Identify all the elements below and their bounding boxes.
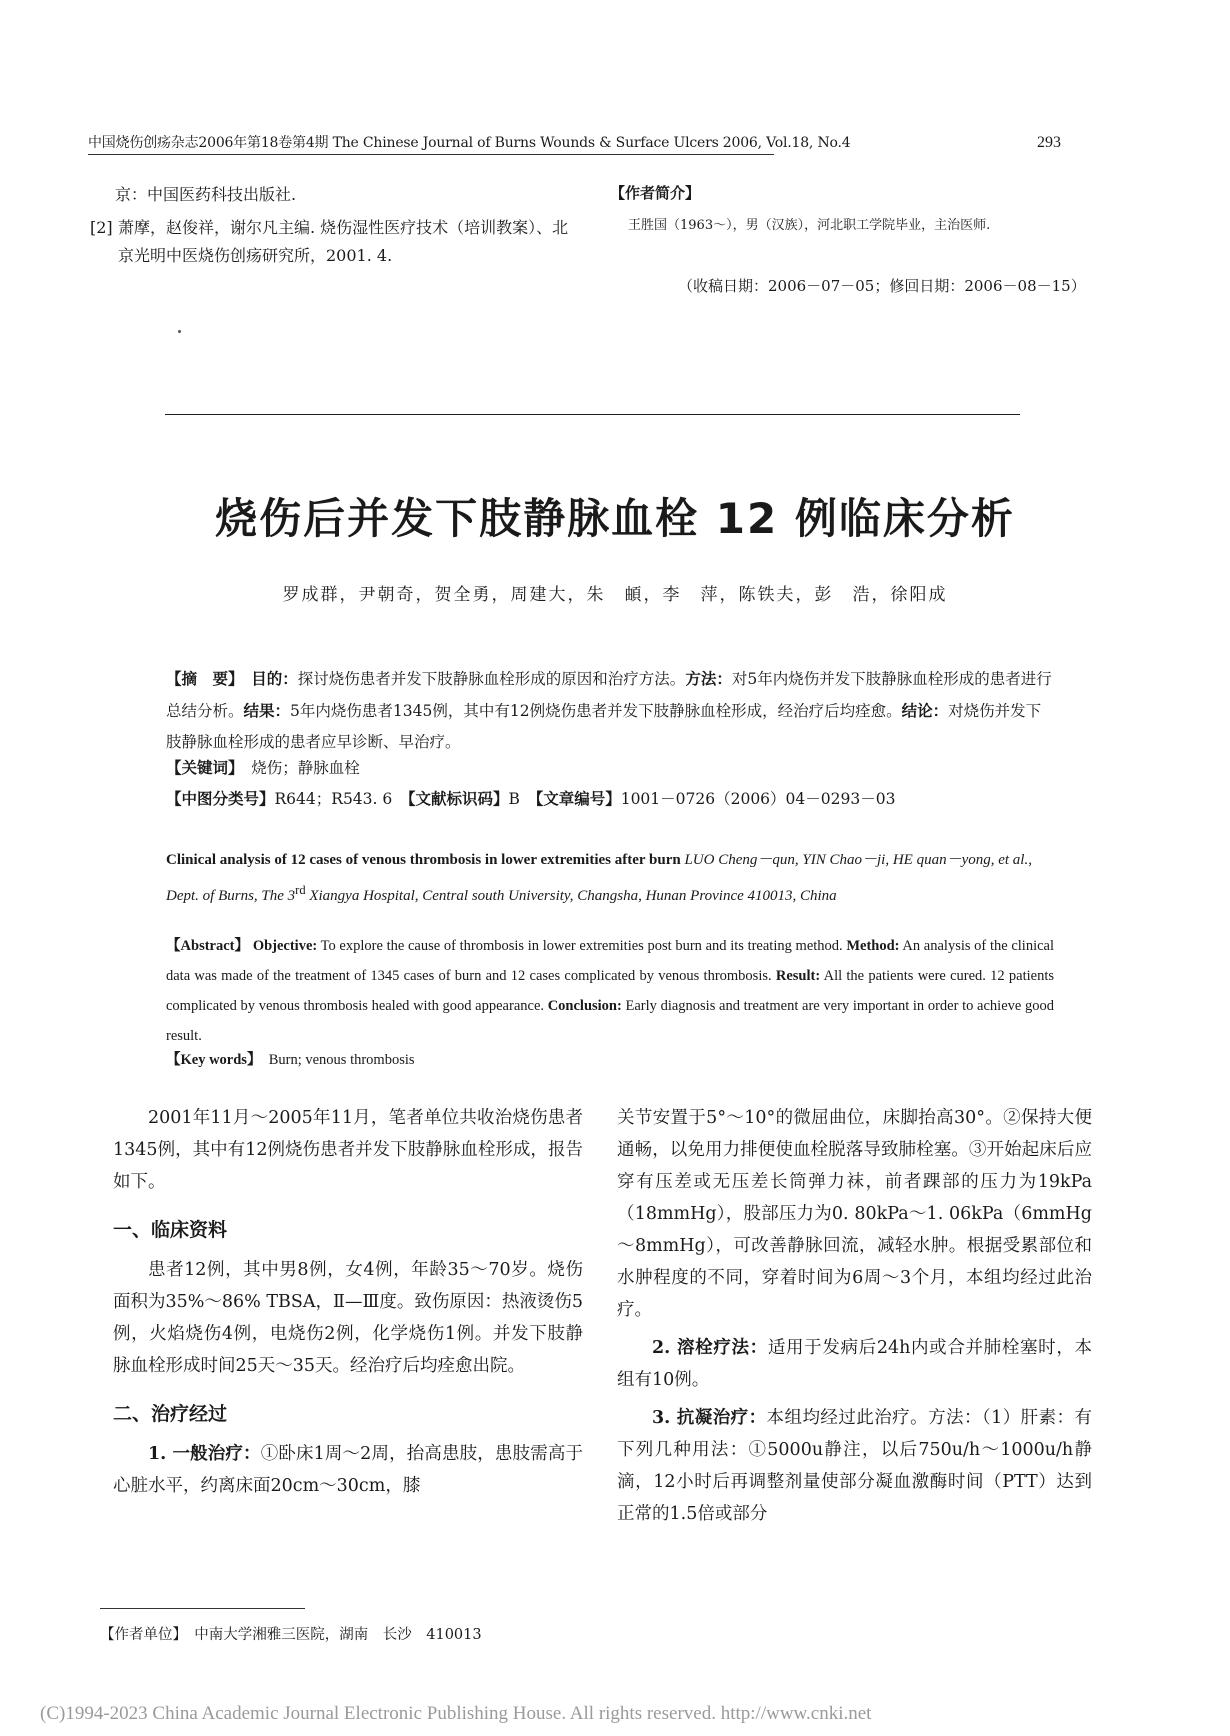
english-title: Clinical analysis of 12 cases of venous thrombosis in lower extremities after burn xyxy=(166,852,681,868)
reference-continuation: 京：中国医药科技出版社. xyxy=(115,185,297,204)
abstract-conclusion-label: 结论： xyxy=(901,701,949,720)
doc-code-label: 【文献标识码】 xyxy=(407,789,509,808)
article-title: 烧伤后并发下肢静脉血栓 12 例临床分析 xyxy=(215,494,1015,543)
english-title-block xyxy=(166,845,1054,911)
keywords-zh-text: 烧伤；静脉血栓 xyxy=(251,759,360,777)
english-conclusion: Early diagnosis and treatment are very important in order to achieve good result. xyxy=(166,998,1054,1044)
thrombolysis-text: 适用于发病后24h内或合并肺栓塞时，本组有10例。 xyxy=(617,1338,1092,1390)
section-1-text: 患者12例，其中男8例，女4例，年龄35～70岁。烧伤面积为35%～86% TBSA，Ⅱ—Ⅲ度。致伤原因：热液烫伤5例，火焰烧伤4例，电烧伤2例，化学烧伤1例。并发下肢静脉血栓形成时间25天～35天。经治疗后均痊愈出院。 xyxy=(113,1260,583,1376)
author-bio-label: 【作者简介】 xyxy=(610,184,701,202)
classification-line xyxy=(166,787,895,809)
footnote-rule xyxy=(100,1608,305,1609)
footnote-label: 【作者单位】 xyxy=(100,1627,180,1643)
anticoagulation-paragraph xyxy=(617,1402,1092,1530)
body-right-column xyxy=(617,1102,1092,1530)
english-objective-label: Objective: xyxy=(252,938,318,954)
body-left-column xyxy=(113,1102,583,1502)
author-bio-text: 王胜国（1963～），男（汉族），河北职工学院毕业，主治医师. xyxy=(628,218,991,233)
thrombolysis-label: 2. 溶栓疗法： xyxy=(652,1338,768,1358)
article-separator xyxy=(165,414,1020,415)
doc-code: B xyxy=(508,790,520,808)
author-affiliation-footnote xyxy=(100,1623,482,1644)
thrombolysis-paragraph xyxy=(617,1332,1092,1396)
abstract-result-label: 结果： xyxy=(243,701,291,720)
abstract-zh-label: 【摘 要】 xyxy=(166,669,236,688)
abstract-conclusion: 对烧伤并发下肢静脉血栓形成的患者应早诊断、早治疗。 xyxy=(166,702,1042,751)
abstract-objective: 探讨烧伤患者并发下肢静脉血栓形成的原因和治疗方法。 xyxy=(297,670,686,688)
general-treatment-label: 1. 一般治疗： xyxy=(148,1444,261,1464)
reference-2-text: 萧摩，赵俊祥，谢尔凡主编. 烧伤湿性医疗技术（培训教案）、北京光明中医烧伤创疡研究所，2001. 4. xyxy=(118,218,569,265)
general-treatment-paragraph xyxy=(113,1438,583,1502)
english-keywords xyxy=(166,1048,415,1069)
abstract-method: 对5年内烧伤并发下肢静脉血栓形成的患者进行总结分析。 xyxy=(166,670,1052,720)
english-keywords-text: Burn; venous thrombosis xyxy=(268,1052,415,1068)
english-objective: To explore the cause of thrombosis in lower extremities post burn and its treating method. xyxy=(317,938,843,954)
stray-dot xyxy=(178,330,181,333)
author-list: 罗成群，尹朝奇，贺全勇，周建大，朱 頔，李 萍，陈铁夫，彭 浩，徐阳成 xyxy=(282,585,948,605)
clc-label: 【中图分类号】 xyxy=(166,789,275,808)
header-underline xyxy=(88,154,774,155)
article-number: 1001－0726（2006）04－0293－03 xyxy=(620,790,896,808)
page-number: 293 xyxy=(1037,134,1061,151)
section-1-heading: 一、临床资料 xyxy=(113,1219,228,1241)
english-conclusion-label: Conclusion: xyxy=(547,998,622,1014)
english-keywords-label: 【Key words】 xyxy=(166,1052,255,1068)
article-number-label: 【文章编号】 xyxy=(535,789,621,808)
section-2-heading: 二、治疗经过 xyxy=(113,1403,228,1425)
intro-paragraph: 2001年11月～2005年11月，笔者单位共收治烧伤患者1345例，其中有12例烧伤患者并发下肢静脉血栓形成，报告如下。 xyxy=(113,1108,583,1192)
english-method-label: Method: xyxy=(846,938,900,954)
english-result: All the patients were cured. 12 patients complicated by venous thrombosis healed with good appearance. xyxy=(166,968,1055,1014)
received-dates: （收稿日期：2006－07－05；修回日期：2006－08－15） xyxy=(678,277,1086,295)
english-abstract-label: 【Abstract】 xyxy=(166,938,250,954)
abstract-method-label: 方法： xyxy=(685,669,732,688)
clc-code: R644；R543. 6 xyxy=(274,790,393,808)
english-abstract xyxy=(166,931,1054,1051)
running-header: 中国烧伤创疡杂志2006年第18卷第4期 The Chinese Journal of Burns Wounds & Surface Ulcers 2006, Vol.18, No.4 xyxy=(88,135,851,151)
general-treatment-text: ①卧床1周～2周，抬高患肢，患肢需高于心脏水平，约离床面20cm～30cm，膝 xyxy=(113,1444,583,1496)
english-authors-b: Xiangya Hospital, Central south University, Changsha, Hunan Province 410013, China xyxy=(305,888,837,904)
keywords-zh xyxy=(166,756,360,778)
general-treatment-continued: 关节安置于5°～10°的微屈曲位，床脚抬高30°。②保持大便通畅，以免用力排便使血栓脱落导致肺栓塞。③开始起床后应穿有压差或无压差长筒弹力袜，前者踝部的压力为19kPa（18mmHg），股部压力为0. 80kPa～1. 06kPa（6mmHg～8mmHg），可改善静脉回流，减轻水肿。根据受累部位和水肿程度的不同，穿着时间为6周～3个月，本组均经过此治疗。 xyxy=(617,1108,1092,1320)
abstract-objective-label: 目的： xyxy=(251,669,298,688)
english-authors-sup: rd xyxy=(295,883,306,897)
keywords-zh-label: 【关键词】 xyxy=(166,758,236,777)
abstract-result: 5年内烧伤患者1345例，其中有12例烧伤患者并发下肢静脉血栓形成，经治疗后均痊愈。 xyxy=(290,702,902,720)
english-result-label: Result: xyxy=(775,968,821,984)
anticoagulation-text: 本组均经过此治疗。方法：（1）肝素：有下列几种用法：①5000u静注，以后750u/h～1000u/h静滴，12小时后再调整剂量使部分凝血激酶时间（PTT）达到正常的1.5倍或部分 xyxy=(617,1408,1092,1524)
copyright-watermark: (C)1994-2023 China Academic Journal Electronic Publishing House. All rights reserved. http://www.cnki.net xyxy=(40,1703,872,1724)
english-authors-a: LUO Cheng－qun, YIN Chao－ji, HE quan－yong, et al., Dept. of Burns, The 3 xyxy=(166,852,1032,904)
abstract-zh xyxy=(166,663,1054,758)
english-method: An analysis of the clinical data was made of the treatment of 1345 cases of burn and 12 cases complicated by venous thrombosis. xyxy=(166,938,1055,984)
reference-2-number: [2] xyxy=(90,218,113,237)
footnote-text: 中南大学湘雅三医院，湖南 长沙 410013 xyxy=(194,1627,482,1643)
anticoagulation-label: 3. 抗凝治疗： xyxy=(652,1408,767,1428)
